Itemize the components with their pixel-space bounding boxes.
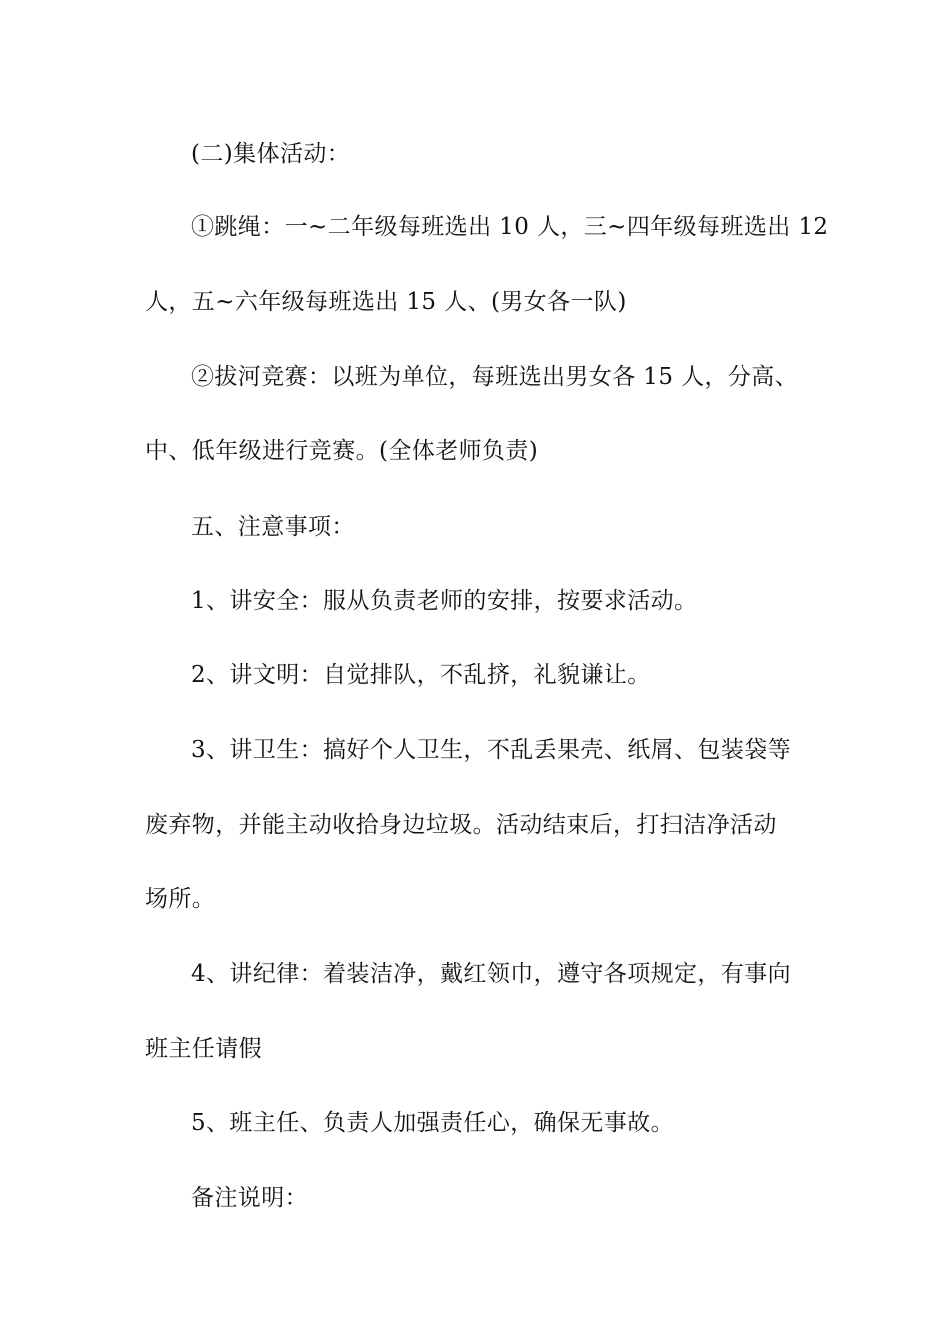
note-item-hygiene-line-3: 场所。: [145, 886, 216, 912]
paragraph-tug-of-war-line-1: ②拔河竞赛：以班为单位，每班选出男女各 15 人，分高、: [191, 364, 799, 390]
section-heading-notes: 五、注意事项：: [191, 514, 355, 540]
section-heading-collective-activities: (二)集体活动：: [191, 141, 351, 167]
note-item-hygiene-line-2: 废弃物，并能主动收拾身边垃圾。活动结束后，打扫洁净活动: [145, 812, 777, 838]
note-item-responsibility: 5、班主任、负责人加强责任心，确保无事故。: [191, 1110, 675, 1136]
note-item-civility: 2、讲文明：自觉排队，不乱挤，礼貌谦让。: [191, 662, 651, 688]
note-item-safety: 1、讲安全：服从负责老师的安排，按要求活动。: [191, 588, 698, 614]
note-item-hygiene-line-1: 3、讲卫生：搞好个人卫生，不乱丢果壳、纸屑、包装袋等: [191, 737, 792, 763]
paragraph-tug-of-war-line-2: 中、低年级进行竞赛。(全体老师负责): [145, 438, 539, 464]
paragraph-jump-rope-line-1: ①跳绳：一~二年级每班选出 10 人，三~四年级每班选出 12: [191, 214, 829, 240]
remarks-heading: 备注说明：: [191, 1185, 308, 1211]
paragraph-jump-rope-line-2: 人，五~六年级每班选出 15 人、(男女各一队): [145, 289, 627, 315]
note-item-discipline-line-2: 班主任请假: [145, 1036, 262, 1062]
note-item-discipline-line-1: 4、讲纪律：着装洁净，戴红领巾，遵守各项规定，有事向: [191, 961, 792, 987]
